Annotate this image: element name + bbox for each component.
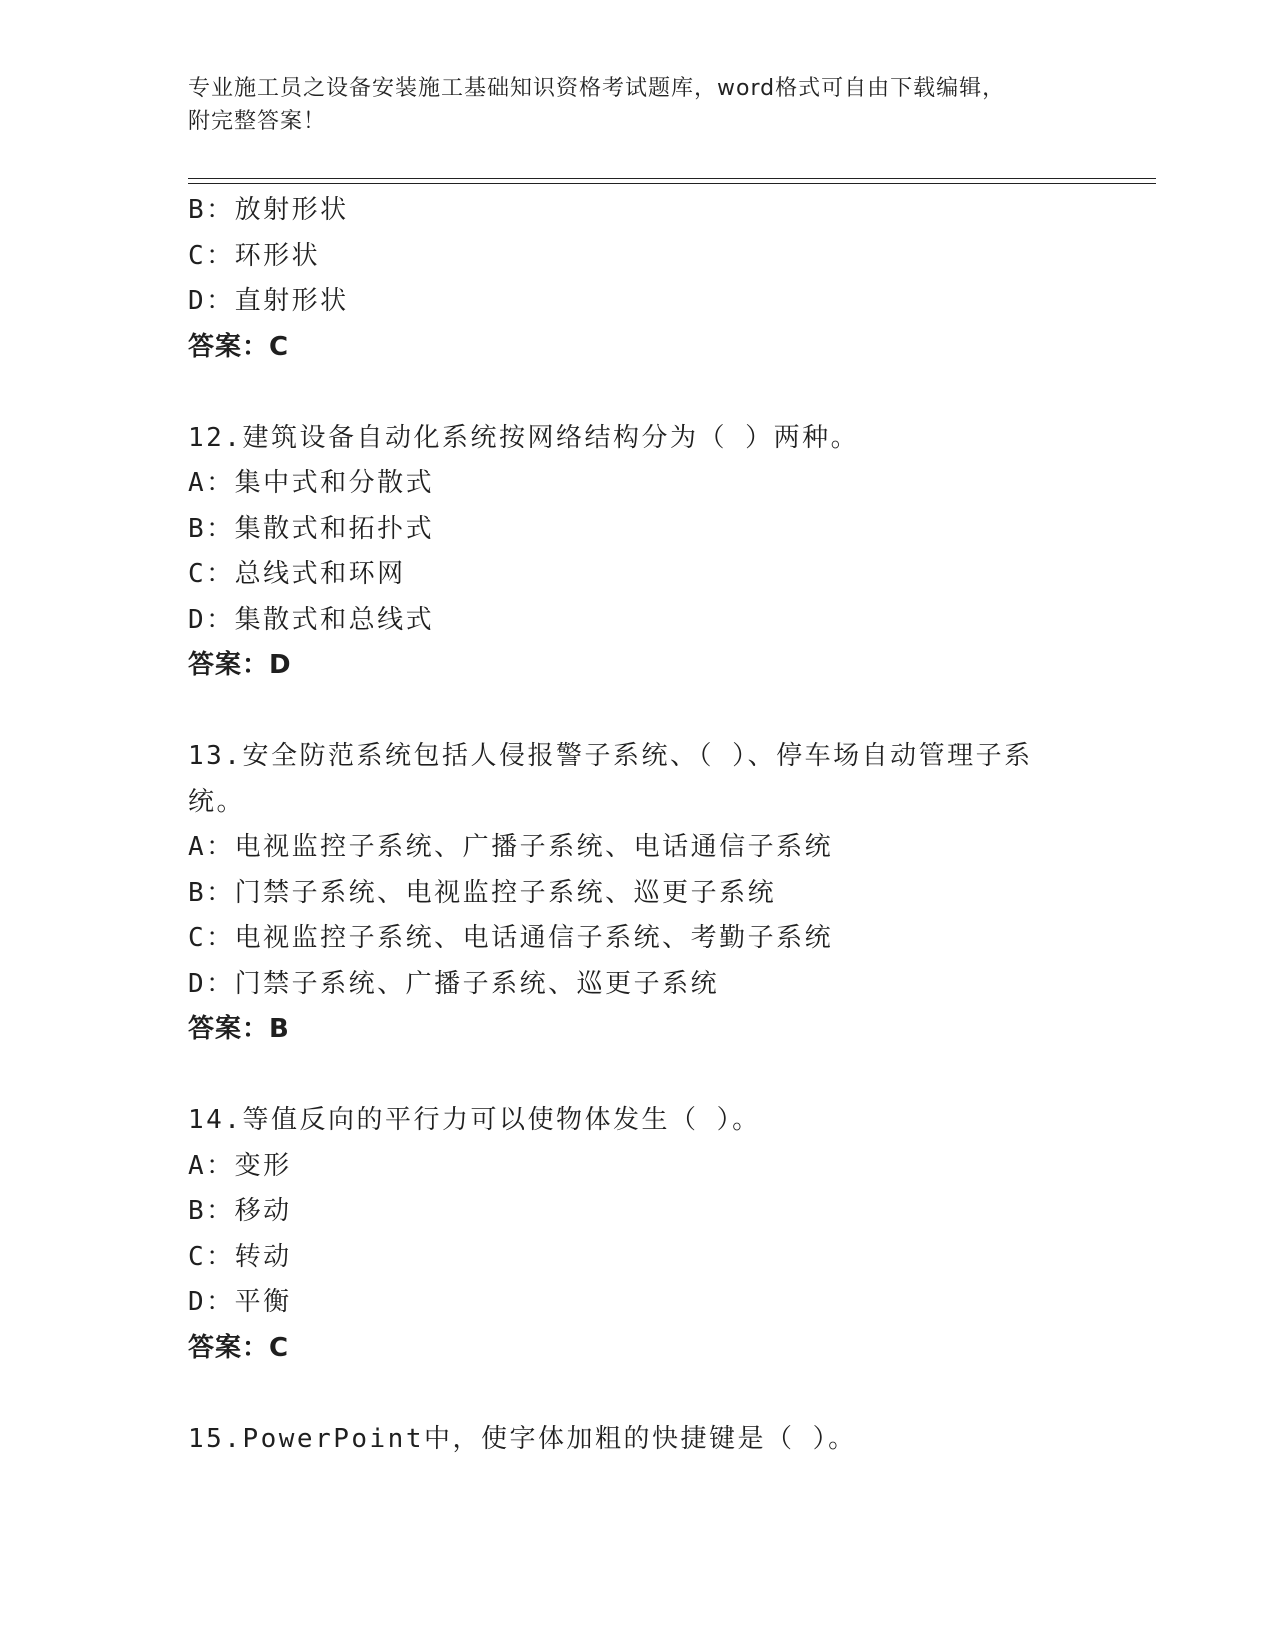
option-d: D：平衡 bbox=[188, 1287, 292, 1317]
question-stem: 15.PowerPoint中，使字体加粗的快捷键是（ ）。 bbox=[188, 1423, 857, 1454]
option-a: A：电视监控子系统、广播子系统、电话通信子系统 bbox=[188, 832, 834, 862]
answer: 答案：D bbox=[188, 650, 292, 680]
spacer bbox=[188, 689, 1088, 735]
question-12 bbox=[188, 416, 1088, 689]
question-list bbox=[188, 188, 1088, 1462]
answer: 答案：C bbox=[188, 331, 290, 362]
answer: 答案：C bbox=[188, 1332, 290, 1363]
spacer bbox=[188, 370, 1088, 416]
question-15 bbox=[188, 1417, 1088, 1463]
header-line-2: 附完整答案！ bbox=[188, 109, 327, 134]
option-c: C：电视监控子系统、电话通信子系统、考勤子系统 bbox=[188, 923, 834, 953]
spacer bbox=[188, 1053, 1088, 1099]
question-stem: 14.等值反向的平行力可以使物体发生（ ）。 bbox=[188, 1105, 761, 1135]
option-b: B：移动 bbox=[188, 1196, 292, 1226]
question-stem-continued: 统。 bbox=[188, 786, 246, 817]
question-stem: 13.安全防范系统包括人侵报警子系统、（ ）、停车场自动管理子系 bbox=[188, 741, 1033, 771]
option-b: B：集散式和拓扑式 bbox=[188, 513, 435, 544]
option-a: A：集中式和分散式 bbox=[188, 468, 435, 498]
question-stem: 12.建筑设备自动化系统按网络结构分为（ ）两种。 bbox=[188, 422, 860, 453]
header-line-1: 专业施工员之设备安装施工基础知识资格考试题库，word格式可自由下载编辑， bbox=[188, 76, 1006, 101]
document-header bbox=[188, 72, 1078, 138]
question-14 bbox=[188, 1098, 1088, 1371]
option-c: C：转动 bbox=[188, 1241, 292, 1272]
question-11-tail bbox=[188, 188, 1088, 370]
answer: 答案：B bbox=[188, 1014, 290, 1044]
option-d: D：门禁子系统、广播子系统、巡更子系统 bbox=[188, 968, 720, 999]
option-c: C：环形状 bbox=[188, 240, 321, 271]
option-a: A：变形 bbox=[188, 1150, 292, 1181]
header-divider bbox=[188, 178, 1156, 184]
question-13 bbox=[188, 734, 1088, 1053]
option-b: B：门禁子系统、电视监控子系统、巡更子系统 bbox=[188, 877, 777, 908]
option-b: B：放射形状 bbox=[188, 195, 349, 225]
option-d: D：集散式和总线式 bbox=[188, 604, 435, 635]
spacer bbox=[188, 1371, 1088, 1417]
option-c: C：总线式和环网 bbox=[188, 559, 406, 589]
option-d: D：直射形状 bbox=[188, 286, 349, 316]
